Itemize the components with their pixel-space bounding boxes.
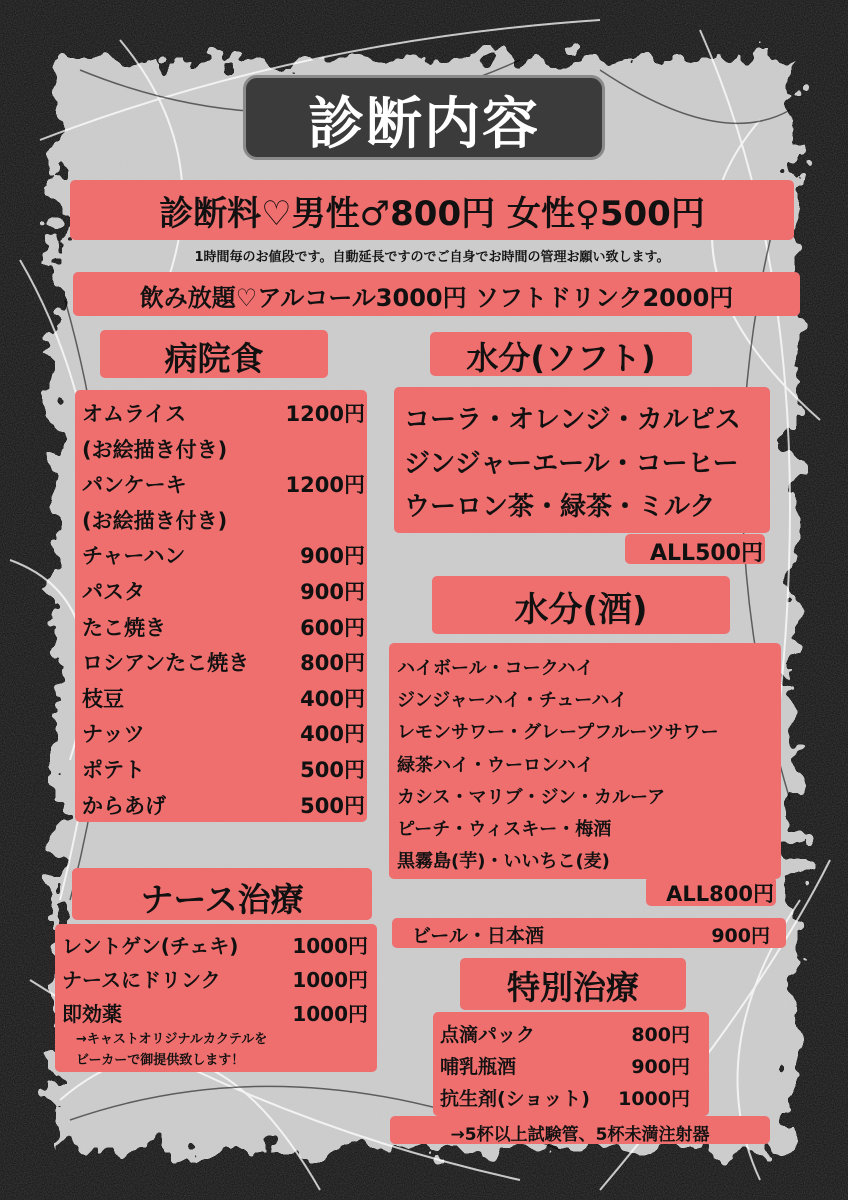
soft-drink-heading: 水分(ソフト) [466,339,656,377]
food-item-name: からあげ [82,793,166,818]
food-item-name: パンケーキ [82,473,187,498]
nurse-note-line-1: →キャストオリジナルカクテルを [76,1032,268,1047]
food-item-price: 500円 [300,758,365,782]
soft-drink-line-3: ウーロン茶・緑茶・ミルク [404,492,716,522]
special-item-name: 点滴パック [440,1024,536,1046]
food-item-name: ロシアンたこ焼き [82,651,250,676]
time-note: 1時間毎のお値段です。自動延長ですのでご自身でお時間の管理お願い致します。 [194,250,670,265]
food-item-price: 900円 [300,580,365,604]
special-note: →5杯以上試験管、5杯未満注射器 [450,1125,710,1145]
special-item-name: 抗生剤(ショット) [440,1088,590,1110]
alcohol-line: レモンサワー・グレープフルーツサワー [397,722,719,744]
nurse-item-name: レントゲン(チェキ) [62,934,239,958]
all-you-can-drink-text: 飲み放題♡アルコール3000円 ソフトドリンク2000円 [139,284,734,312]
alcohol-line: ピーチ・ウィスキー・梅酒 [397,819,612,840]
food-item-price: 1200円 [285,473,365,498]
alcohol-line: ハイボール・コークハイ [397,658,594,679]
food-heading: 病院食 [164,339,264,378]
nurse-heading: ナース治療 [140,880,304,919]
alcohol-line: 黒霧島(芋)・いいちこ(麦) [397,851,610,873]
food-item-price: 900円 [300,544,365,569]
nurse-note-line-2: ビーカーで御提供致します！ [76,1053,245,1068]
food-item-price: 400円 [300,686,365,711]
food-item-name: たこ焼き [82,615,166,640]
fee-text: 診断料♡男性♂800円 女性♀500円 [159,194,705,234]
food-item-price: 800円 [300,651,365,676]
beer-sake-name: ビール・日本酒 [412,925,544,947]
alcohol-heading: 水分(酒) [514,590,648,630]
soft-drink-line-1: コーラ・オレンジ・カルピス [404,405,741,435]
food-item-name: (お絵描き付き) [82,508,228,533]
alcohol-all-price: ALL800円 [666,882,774,906]
food-item-price: 600円 [300,615,365,640]
food-item-price: 400円 [300,722,365,747]
nurse-item-price: 1000円 [292,934,368,958]
nurse-item-name: 即効薬 [62,1002,122,1026]
nurse-item-price: 1000円 [292,968,368,992]
alcohol-line: 緑茶ハイ・ウーロンハイ [397,754,594,776]
alcohol-line: カシス・マリブ・ジン・カルーア [397,786,666,808]
nurse-item-name: ナースにドリンク [62,968,221,992]
food-item-name: パスタ [82,580,145,604]
food-item-name: ナッツ [82,722,145,747]
special-heading: 特別治療 [507,968,639,1007]
special-item-price: 800円 [631,1024,690,1046]
special-item-price: 1000円 [618,1088,690,1110]
soft-all-price: ALL500円 [650,541,763,566]
soft-drink-line-2: ジンジャーエール・コーヒー [404,449,739,479]
food-item-price: 1200円 [285,402,365,426]
alcohol-line: ジンジャーハイ・チューハイ [397,690,628,712]
nurse-item-price: 1000円 [292,1002,368,1026]
special-item-price: 900円 [631,1056,690,1078]
food-item-name: 枝豆 [82,686,124,711]
page-title: 診断内容 [308,92,540,157]
food-item-name: オムライス [82,402,187,426]
food-item-name: (お絵描き付き) [82,437,228,462]
food-item-name: チャーハン [82,544,186,569]
beer-sake-price: 900円 [711,925,770,947]
special-item-name: 哺乳瓶酒 [440,1056,517,1078]
food-item-name: ポテト [82,758,145,782]
food-item-price: 500円 [300,793,365,818]
